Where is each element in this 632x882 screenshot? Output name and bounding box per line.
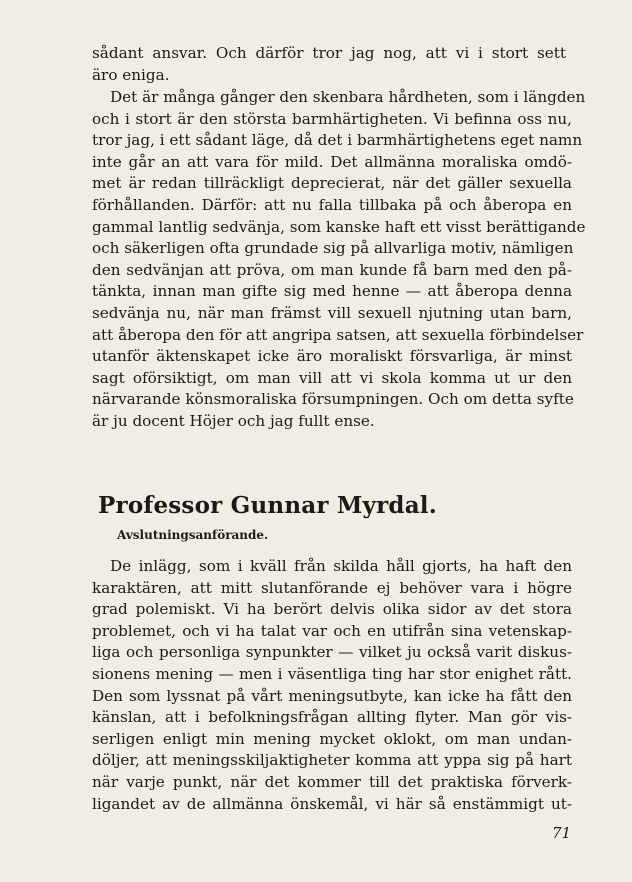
text-line: den sedvänjan att pröva, om man kunde få barn med den på- (92, 260, 572, 279)
text-line: och säkerligen ofta grundade sig på allvarliga motiv, nämligen (92, 239, 574, 258)
text-line: karaktären, att mitt slutanförande ej behöver vara i högre (92, 578, 572, 597)
text-line: när varje punkt, när det kommer till det praktiska förverk- (92, 772, 572, 791)
text-line: sagt oförsiktigt, om man vill att vi skola komma ut ur den (92, 368, 572, 387)
text-line: utanför äktenskapet icke äro moraliskt försvarliga, är minst (92, 347, 572, 366)
paragraph-closing-speech (92, 556, 572, 815)
text-line: är ju docent Höjer och jag fullt ense. (92, 411, 375, 430)
text-line: att åberopa den för att angripa satsen, att sexuella förbindelser (92, 325, 584, 344)
text-line: met är redan tillräckligt deprecierat, när det gäller sexuella (92, 174, 572, 193)
text-line: närvarande könsmoraliska försumpningen. Och om detta syfte (92, 390, 574, 409)
text-line: känslan, att i befolkningsfrågan allting flyter. Man gör vis- (92, 708, 572, 727)
text-line: Det är många gånger den skenbara hårdheten, som i längden (110, 88, 586, 106)
text-line: De inlägg, som i kväll från skilda håll gjorts, ha haft den (110, 557, 572, 575)
text-line: förhållanden. Därför: att nu falla tillbaka på och åberopa en (92, 195, 572, 214)
text-line: tänkta, innan man gifte sig med henne — att åberopa denna (92, 282, 572, 301)
text-line: tror jag, i ett sådant läge, då det i barmhärtighetens eget namn (92, 131, 583, 150)
text-line: ligandet av de allmänna önskemål, vi här så enstämmigt ut- (92, 794, 572, 813)
text-line: sådant ansvar. Och därför tror jag nog, att vi i stort sett (92, 44, 566, 62)
text-line: äro eniga. (92, 65, 170, 84)
text-line: döljer, att meningsskiljaktigheter komma att yppa sig på hart (92, 751, 572, 770)
text-line: problemet, och vi ha talat var och en utifrån sina vetenskap- (92, 621, 572, 640)
text-line: sedvänja nu, när man främst vill sexuell njutning utan barn, (92, 303, 572, 322)
text-line: gammal lantlig sedvänja, som kanske haft ett visst berättigande (92, 217, 586, 236)
text-line: Den som lyssnat på vårt meningsutbyte, kan icke ha fått den (92, 686, 572, 705)
paragraph-continuation (92, 43, 566, 86)
text-line: och i stort är den största barmhärtigheten. Vi befinna oss nu, (92, 109, 572, 128)
text-line: liga och personliga synpunkter — vilket ju också varit diskus- (92, 643, 572, 662)
text-line: sionens mening — men i väsentliga ting har stor enighet rått. (92, 664, 572, 683)
section-title: Professor Gunnar Myrdal. (98, 492, 437, 519)
text-line: inte går an att vara för mild. Det allmänna moraliska omdö- (92, 152, 572, 171)
page-number: 71 (552, 824, 572, 842)
paragraph-argument (92, 87, 586, 433)
section-subtitle: Avslutningsanförande. (117, 528, 269, 542)
text-line: serligen enligt min mening mycket oklokt, om man undan- (92, 729, 572, 748)
text-line: grad polemiskt. Vi ha berört delvis olika sidor av det stora (92, 600, 572, 619)
